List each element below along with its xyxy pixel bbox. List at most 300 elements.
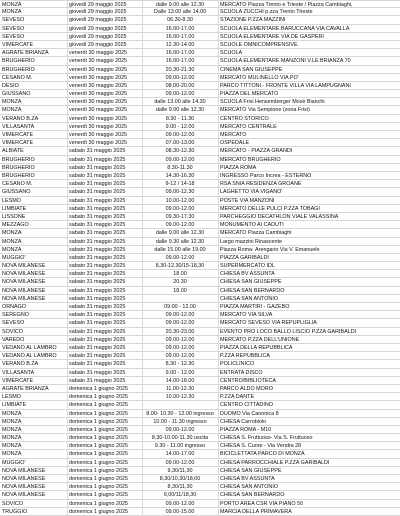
time-cell: 9.00 - 12.00: [165, 123, 195, 130]
time-cell: 8.30-11.30: [167, 164, 193, 171]
time-cell: 06.30-8.30: [167, 17, 193, 24]
place-cell: SCUOLA ELEMENTARE BARUCCANA VIA CAVALLA: [220, 25, 350, 32]
place-cell: MERCATO: [220, 132, 247, 139]
city-cell: MONZA: [2, 230, 22, 237]
place-cell: CHIESA Carrobiolo: [220, 418, 267, 425]
city-cell: MONZA: [2, 9, 22, 16]
time-cell: 8.00- 10.30 - 12.00 ingresso: [146, 410, 214, 417]
table-row: [0, 508, 400, 516]
place-cell: SCUOLA ZUCCHI p.zza Trento Trieste: [220, 9, 313, 16]
table-row: [0, 369, 400, 377]
table-row: [0, 393, 400, 401]
city-cell: NOVA MILANESE: [2, 484, 46, 491]
date-cell: sabato 31 maggio 2025: [69, 173, 126, 179]
place-cell: POLICLINICO: [220, 361, 255, 368]
city-cell: BRUGHERIO: [2, 164, 35, 171]
time-cell: 18.00: [173, 271, 187, 278]
place-cell: CENTRO STORICO: [220, 115, 269, 122]
date-cell: sabato 31 maggio 2025: [69, 164, 126, 171]
place-cell: PIAZZA MARTIRI - GAZEBO: [220, 304, 290, 311]
time-cell: 09.00-12.00: [165, 222, 195, 229]
city-cell: MONZA: [2, 107, 22, 114]
city-cell: MUGGIO': [2, 254, 26, 261]
time-cell: 14.00-18.00: [165, 377, 195, 384]
table-row: [0, 164, 400, 172]
city-cell: NOVA MILANESE: [2, 271, 46, 278]
table-row: [0, 106, 400, 114]
place-cell: PARCO TITTONI - FRONTE VILLA VIA LAMPUGNANI: [220, 82, 351, 89]
table-row: [0, 344, 400, 352]
city-cell: SEVESO: [2, 25, 25, 32]
time-cell: 09.30-17.30: [165, 213, 195, 220]
table-row: [0, 254, 400, 262]
city-cell: NOVA MILANESE: [2, 492, 46, 499]
date-cell: domenica 1 giugno 2025: [69, 394, 129, 401]
time-cell: 10.00 - 11.30 ingresso: [153, 418, 207, 425]
table-row: [0, 442, 400, 450]
table-row: [0, 246, 400, 254]
table-row: [0, 188, 400, 196]
table-row: [0, 147, 400, 155]
time-cell: 20.30-23.00: [165, 328, 195, 335]
place-cell: OSPEDALE: [220, 140, 250, 147]
place-cell: SCUOLA ELEMENTARE MANZONI V.LE BRIANZA 70: [220, 58, 351, 65]
table-row: [0, 82, 400, 90]
city-cell: BRUGHERIO: [2, 66, 35, 73]
city-cell: NOVA MILANESE: [2, 263, 46, 270]
city-cell: SOVICO: [2, 500, 23, 507]
time-cell: 09.00-15.00: [165, 508, 195, 515]
city-cell: SEVESO: [2, 33, 25, 40]
time-cell: 09.00-12.00: [165, 459, 195, 466]
city-cell: MONZA: [2, 443, 22, 450]
place-cell: PIAZZA ROMA - M10: [220, 426, 272, 433]
city-cell: NOVA MILANESE: [2, 295, 46, 302]
place-cell: SCUOLA ELEMENTARE VIA DE GASPERI: [220, 33, 324, 40]
time-cell: 09.00-12.00: [165, 353, 195, 360]
place-cell: SCUOLA Frisi Hensemberger Mosè Bianchi: [220, 99, 325, 106]
city-cell: MONZA: [2, 99, 22, 106]
time-cell: 14.30-16.30: [165, 173, 195, 179]
date-cell: domenica 1 giugno 2025: [69, 410, 129, 417]
city-cell: SOVICO: [2, 328, 23, 335]
time-cell: 09.00-12.00: [165, 345, 195, 351]
date-cell: giovedì 29 maggio 2025: [69, 25, 127, 32]
time-cell: 09.00 - 12.00: [164, 304, 196, 311]
table-row: [0, 377, 400, 385]
time-cell: 09.00-12.00: [165, 336, 195, 343]
place-cell: Largo mazzini Rinascente: [220, 238, 283, 245]
date-cell: sabato 31 maggio 2025: [69, 246, 126, 253]
date-cell: domenica 1 giugno 2025: [69, 451, 129, 458]
place-cell: PARCHEGGIO DECATHLON VIALE VALASSINA: [220, 213, 339, 220]
city-cell: VIMERCATE: [2, 132, 34, 139]
city-cell: ORNAGO: [2, 304, 26, 311]
table-row: [0, 205, 400, 213]
city-cell: VIMERCATE: [2, 41, 34, 48]
date-cell: sabato 31 maggio 2025: [69, 189, 126, 196]
time-cell: 9.30 - 11.00 ingresso: [154, 443, 206, 450]
time-cell: [144, 401, 216, 409]
date-cell: domenica 1 giugno 2025: [69, 402, 129, 409]
date-cell: sabato 31 maggio 2025: [69, 205, 126, 212]
city-cell: NOVA MILANESE: [2, 476, 46, 483]
table-row: [0, 139, 400, 147]
city-cell: VEDANO AL LAMBRO: [2, 345, 57, 351]
city-cell: NOVA MILANESE: [2, 287, 46, 294]
city-cell: LISSONE: [2, 213, 26, 220]
table-row: [0, 450, 400, 458]
date-cell: domenica 1 giugno 2025: [69, 492, 129, 499]
date-cell: domenica 1 giugno 2025: [69, 508, 129, 515]
city-cell: LIMBIATE: [2, 402, 27, 409]
place-cell: CHIESA SAN BERNARDO: [220, 287, 285, 294]
date-cell: venerdì 30 maggio 2025: [69, 82, 128, 89]
city-cell: DESIO: [2, 82, 19, 89]
place-cell: BICICLETTATA PARCO DI MONZA: [220, 451, 305, 458]
date-cell: domenica 1 giugno 2025: [69, 418, 129, 425]
table-row: [0, 401, 400, 409]
place-cell: CHIESA BV ASSUNTA: [220, 476, 275, 483]
date-cell: sabato 31 maggio 2025: [69, 320, 126, 327]
city-cell: MONZA: [2, 426, 22, 433]
table-row: [0, 123, 400, 131]
table-row: [0, 156, 400, 164]
table-row: [0, 410, 400, 418]
date-cell: domenica 1 giugno 2025: [69, 467, 129, 474]
table-row: [0, 418, 400, 426]
table-row: [0, 295, 400, 303]
date-cell: sabato 31 maggio 2025: [69, 238, 126, 245]
date-cell: sabato 31 maggio 2025: [69, 148, 126, 155]
date-cell: giovedì 29 maggio 2025: [69, 2, 127, 8]
table-row: [0, 475, 400, 483]
date-cell: sabato 31 maggio 2025: [69, 304, 126, 311]
time-cell: 12.30-14.00: [165, 41, 195, 48]
time-cell: 20.30-21.30: [165, 66, 195, 73]
place-cell: MERCATO VIA SILVA: [220, 312, 273, 319]
place-cell: PIAZZA DEL MERCATO: [220, 91, 279, 98]
place-cell: P.ZZA DANTE: [220, 394, 255, 401]
table-row: [0, 434, 400, 442]
time-cell: dalle 9.00 alle 12.30: [155, 2, 205, 8]
date-cell: domenica 1 giugno 2025: [69, 435, 129, 442]
time-cell: 09.00-12.00: [165, 312, 195, 319]
place-cell: CHIESA SAN ANTONIO: [220, 295, 279, 302]
date-cell: sabato 31 maggio 2025: [69, 279, 126, 286]
place-cell: CHIESA SAN GIUSEPPE: [220, 279, 282, 286]
city-cell: GIUSSANO: [2, 91, 31, 98]
place-cell: PIAZZA ROMA: [220, 164, 257, 171]
time-cell: [144, 295, 216, 303]
place-cell: CHIESA PARROCCHIALE P.ZZA GARIBALDI: [220, 459, 330, 466]
table-row: [0, 229, 400, 237]
table-row: [0, 328, 400, 336]
city-cell: BRUGHERIO: [2, 58, 35, 65]
place-cell: CENTRO/BIBLIOTECA: [220, 377, 277, 384]
table-row: [0, 74, 400, 82]
table-row: [0, 319, 400, 327]
date-cell: giovedì 29 maggio 2025: [69, 17, 127, 24]
table-row: [0, 360, 400, 368]
time-cell: 16.00-17.00: [165, 25, 195, 32]
table-row: [0, 385, 400, 393]
city-cell: TRUGGIO: [2, 508, 28, 515]
table-row: [0, 426, 400, 434]
date-cell: sabato 31 maggio 2025: [69, 213, 126, 220]
city-cell: CESANO M.: [2, 74, 33, 81]
time-cell: 08.00-20.00: [165, 82, 195, 89]
table-row: [0, 311, 400, 319]
place-cell: LAGHETTO VIA VIGANO': [220, 189, 283, 196]
date-cell: giovedì 29 maggio 2025: [69, 41, 127, 48]
time-cell: dalle 13.00 alle 14.30: [154, 99, 206, 106]
place-cell: POSTE VIA MANZONI: [220, 197, 275, 204]
place-cell: CHIESA BV ASSUNTA: [220, 271, 275, 278]
place-cell: MERCATO Piazza Trento e Trieste / Piazza Cambiaghi,: [220, 2, 353, 8]
city-cell: AGRATE BRIANZA: [2, 385, 49, 392]
place-cell: P.ZZA REPUBBLICA: [220, 353, 270, 360]
table-row: [0, 49, 400, 57]
date-cell: sabato 31 maggio 2025: [69, 336, 126, 343]
table-row: [0, 459, 400, 467]
place-cell: STAZIONE P.ZZA MAZZINI: [220, 17, 286, 24]
place-cell: PIAZZA DELLA REPUBBLICA: [220, 345, 293, 351]
city-cell: VEDANO AL LAMBRO: [2, 353, 57, 360]
place-cell: MONUMENTO AI CADUTI: [220, 222, 284, 229]
date-cell: sabato 31 maggio 2025: [69, 263, 126, 270]
date-cell: domenica 1 giugno 2025: [69, 459, 129, 466]
city-cell: MONZA: [2, 246, 22, 253]
table-row: [0, 352, 400, 360]
time-cell: 8.30 - 12.30: [165, 361, 195, 368]
table-row: [0, 303, 400, 311]
time-cell: 14.00-17.00: [165, 451, 195, 458]
date-cell: sabato 31 maggio 2025: [69, 222, 126, 229]
place-cell: SCUOLA: [220, 50, 243, 57]
date-cell: venerdì 30 maggio 2025: [69, 58, 128, 65]
place-cell: DUOMO Via Canonica 8: [220, 410, 279, 417]
city-cell: CESANO M.: [2, 181, 33, 188]
city-cell: MONZA: [2, 238, 22, 245]
city-cell: AGRATE BRIANZA: [2, 50, 49, 57]
date-cell: venerdì 30 maggio 2025: [69, 50, 128, 57]
city-cell: MEZZAGO: [2, 222, 29, 229]
table-row: [0, 278, 400, 286]
city-cell: MONZA: [2, 418, 22, 425]
time-cell: dalle 15.00 alle 19.00: [154, 246, 206, 253]
city-cell: BRUGHERIO: [2, 156, 35, 163]
time-cell: 09.00-12.00: [165, 156, 195, 163]
time-cell: 08.30-12.30: [165, 148, 195, 155]
time-cell: 10.00-12.00: [165, 197, 195, 204]
date-cell: sabato 31 maggio 2025: [69, 328, 126, 335]
table-row: [0, 287, 400, 295]
place-cell: MERCATO MULINELLO VIA PO': [220, 74, 299, 81]
date-cell: domenica 1 giugno 2025: [69, 385, 129, 392]
date-cell: domenica 1 giugno 2025: [69, 443, 129, 450]
time-cell: 8,30/11,30: [167, 484, 193, 491]
table-row: [0, 270, 400, 278]
city-cell: VERANO B.ZA: [2, 115, 39, 122]
date-cell: venerdì 30 maggio 2025: [69, 123, 128, 130]
place-cell: CHIESA SAN ANTONIO: [220, 484, 279, 491]
date-cell: sabato 31 maggio 2025: [69, 230, 126, 237]
date-cell: venerdì 30 maggio 2025: [69, 115, 128, 122]
table-row: [0, 16, 400, 24]
time-cell: 09.00-12.00: [165, 132, 195, 139]
place-cell: SUPERMERCATO IDL: [220, 263, 275, 270]
city-cell: MONZA: [2, 2, 22, 8]
date-cell: sabato 31 maggio 2025: [69, 361, 126, 368]
place-cell: CHIESA S. Fruttuoso- Via S. Fruttuoso: [220, 435, 313, 442]
place-cell: MERCATO Via Sempione (zona Frisi): [220, 107, 310, 114]
table-row: [0, 221, 400, 229]
place-cell: MERCATO SEVESO VIA REPUPLIGLIA: [220, 320, 317, 327]
city-cell: NOVA MILANESE: [2, 279, 46, 286]
table-row: [0, 57, 400, 65]
place-cell: MARCIA DELLA PRIMAVERA: [220, 508, 292, 515]
time-cell: 10.00-12.30: [165, 394, 195, 401]
table-row: [0, 262, 400, 270]
place-cell: CHIESA SAN GIUSEPPE: [220, 467, 282, 474]
date-cell: sabato 31 maggio 2025: [69, 181, 126, 188]
city-cell: LESMO: [2, 394, 21, 401]
date-cell: sabato 31 maggio 2025: [69, 345, 126, 351]
table-row: [0, 500, 400, 508]
city-cell: MONZA: [2, 435, 22, 442]
date-cell: venerdì 30 maggio 2025: [69, 140, 128, 147]
time-cell: 09.00-12.00: [165, 500, 195, 507]
table-row: [0, 197, 400, 205]
date-cell: domenica 1 giugno 2025: [69, 484, 129, 491]
time-cell: 07.00-13.00: [165, 140, 195, 147]
city-cell: MONZA: [2, 410, 22, 417]
time-cell: 16.00-17.00: [165, 33, 195, 40]
date-cell: venerdì 30 maggio 2025: [69, 99, 128, 106]
date-cell: venerdì 30 maggio 2025: [69, 91, 128, 98]
place-cell: SCUOLE OMNICOMPRENSIVE: [220, 41, 298, 48]
table-row: [0, 41, 400, 49]
city-cell: VIMERCATE: [2, 140, 34, 147]
city-cell: NOVA MILANESE: [2, 467, 46, 474]
time-cell: 16.00-17.00: [165, 58, 195, 65]
date-cell: venerdì 30 maggio 2025: [69, 66, 128, 73]
date-cell: sabato 31 maggio 2025: [69, 295, 126, 302]
place-cell: MERCATO - PIAZZA GRANDI: [220, 148, 293, 155]
table-row: [0, 0, 400, 8]
date-cell: giovedì 29 maggio 2025: [69, 33, 127, 40]
city-cell: VILLASANTA: [2, 369, 35, 376]
city-cell: VAREDO: [2, 336, 25, 343]
place-cell: MERCATO Piazza Cambiaghi: [220, 230, 292, 237]
table-row: [0, 131, 400, 139]
table-row: [0, 25, 400, 33]
place-cell: MERCATO CENTRALE: [220, 123, 277, 130]
time-cell: 8.30 - 11.30: [165, 115, 195, 122]
table-row: [0, 172, 400, 180]
time-cell: 09.00-12.00: [165, 426, 195, 433]
time-cell: 09.00-12.00: [165, 320, 195, 327]
date-cell: sabato 31 maggio 2025: [69, 156, 126, 163]
city-cell: SEREGNO: [2, 312, 29, 319]
date-cell: sabato 31 maggio 2025: [69, 377, 126, 384]
date-cell: domenica 1 giugno 2025: [69, 500, 129, 507]
date-cell: venerdì 30 maggio 2025: [69, 107, 128, 114]
city-cell: VERANO B.ZA: [2, 361, 39, 368]
place-cell: PORTO AREA CSR VIA PIANO 50: [220, 500, 304, 507]
place-cell: ENTRATA DISCO: [220, 369, 263, 376]
time-cell: dalle 9.30 alle 12.30: [155, 238, 205, 245]
time-cell: 9,00/11/18,30: [163, 492, 197, 499]
time-cell: 9.00 - 12.00: [165, 369, 195, 376]
place-cell: MERCATO P.ZZA DELL'UNIONE: [220, 336, 300, 343]
table-row: [0, 8, 400, 16]
table-row: [0, 213, 400, 221]
time-cell: dalle 9.00 alle 12.30: [155, 107, 205, 114]
time-cell: 9,30/11,30: [167, 467, 193, 474]
city-cell: LESMO: [2, 197, 21, 204]
date-cell: domenica 1 giugno 2025: [69, 476, 129, 483]
table-row: [0, 483, 400, 491]
table-row: [0, 98, 400, 106]
table-row: [0, 491, 400, 499]
time-cell: 8,30-12,30/15-18,30: [155, 263, 205, 270]
date-cell: sabato 31 maggio 2025: [69, 312, 126, 319]
place-cell: Piazza Roma- Arengario Via V. Emanuele: [220, 246, 320, 253]
city-cell: MONZA: [2, 451, 22, 458]
time-cell: 09.00-12.00: [165, 205, 195, 212]
place-cell: INGRESSO Parco Increa - ESTERNO: [220, 173, 312, 179]
city-cell: MUGGIO': [2, 459, 26, 466]
time-cell: 09.00-12.00: [165, 254, 195, 261]
table-row: [0, 90, 400, 98]
table-row: [0, 467, 400, 475]
table-row: [0, 180, 400, 188]
place-cell: CHIESA SAN BERNARDO: [220, 492, 285, 499]
date-cell: sabato 31 maggio 2025: [69, 353, 126, 360]
time-cell: 09.00-12.00: [165, 74, 195, 81]
time-cell: 9-12 / 14-18: [165, 181, 195, 188]
table-row: [0, 33, 400, 41]
place-cell: CHIESA S. Cuore - Via Vendra 28: [220, 443, 302, 450]
date-cell: domenica 1 giugno 2025: [69, 426, 129, 433]
table-row: [0, 336, 400, 344]
time-cell: 11.00-12.30: [165, 385, 195, 392]
time-cell: 8.30-10.00-11.30 uscita: [151, 435, 209, 442]
time-cell: 16.00-17.00: [165, 50, 195, 57]
date-cell: sabato 31 maggio 2025: [69, 197, 126, 204]
city-cell: VILLASANTA: [2, 123, 35, 130]
time-cell: 09.00-12.00: [165, 91, 195, 98]
table-row: [0, 115, 400, 123]
place-cell: MERCATO DELLE PULCI P.ZZA TOBAGI: [220, 205, 320, 212]
time-cell: 09.00-12.30: [165, 189, 195, 196]
date-cell: sabato 31 maggio 2025: [69, 271, 126, 278]
place-cell: PARCO ALDO MORO: [220, 385, 273, 392]
city-cell: LIMBIATE: [2, 205, 27, 212]
table-row: [0, 238, 400, 246]
place-cell: MERCATO BRUGHERIO: [220, 156, 281, 163]
place-cell: RSA SNIA RESIDENZA GROANE: [220, 181, 302, 188]
time-cell: 8,30/10,30/18,00: [159, 476, 201, 483]
date-cell: sabato 31 maggio 2025: [69, 369, 126, 376]
place-cell: EVENTO PRO LOCO BALLO LISCIO P.ZZA GARIBALDI: [220, 328, 357, 335]
city-cell: GIUSSANO: [2, 189, 31, 196]
time-cell: 18.00: [173, 287, 187, 294]
table-row: [0, 66, 400, 74]
city-cell: SEVESO: [2, 320, 25, 327]
